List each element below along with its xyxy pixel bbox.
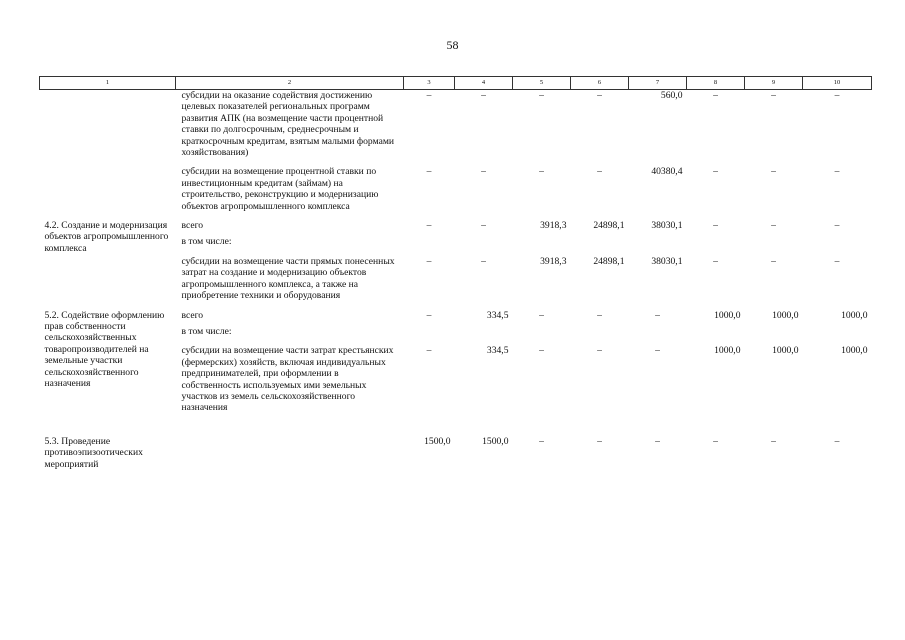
value-cell: – <box>834 220 840 232</box>
measure-description: субсидии на возмещение части затрат крестьянских (фермерских) хозяйств, включая индивидуальных предпринимателей, при оформлении в собственность используемых ими земельных участков из земель сельскохозяйственного назначения <box>181 345 394 414</box>
budget-table <box>39 76 872 470</box>
row-spacer <box>40 414 872 436</box>
value-cell: – <box>834 435 840 447</box>
value-cell: – <box>713 220 718 232</box>
value-cell: 334,5 <box>486 309 509 321</box>
value-cell: 40380,4 <box>651 166 683 178</box>
value-cell: – <box>655 345 660 357</box>
value-cell: 1000,0 <box>841 309 868 321</box>
column-header: 2 <box>176 77 404 90</box>
value-cell: – <box>539 345 544 357</box>
value-cell: – <box>481 220 486 232</box>
value-cell: – <box>426 255 432 267</box>
measure-name <box>40 166 176 212</box>
value-cell: 1000,0 <box>772 345 799 357</box>
value-cell: – <box>539 435 544 447</box>
value-cell: 1000,0 <box>841 345 868 357</box>
column-header: 10 <box>803 77 872 90</box>
measure-name: 5.2. Содействие оформлению прав собственности сельскохозяйственных товаропроизводителей на земельные участки сельскохозяйственного назначения <box>44 309 165 389</box>
column-header: 1 <box>40 77 176 90</box>
value-cell: 334,5 <box>486 345 509 357</box>
value-cell: 24898,1 <box>593 255 625 267</box>
value-cell: – <box>539 90 544 101</box>
value-cell: – <box>539 309 544 321</box>
measure-description: субсидии на возмещение процентной ставки по инвестиционным кредитам (займам) на строительство, реконструкцию и модернизацию объектов агропромышленного комплекса <box>181 166 379 212</box>
column-header: 9 <box>745 77 803 90</box>
value-cell: 38030,1 <box>651 220 683 232</box>
column-header: 5 <box>513 77 571 90</box>
value-cell: – <box>597 435 602 447</box>
value-cell: 24898,1 <box>593 220 625 232</box>
table-row <box>40 90 872 159</box>
column-header: 3 <box>404 77 455 90</box>
measure-description: в том числе: <box>181 325 232 337</box>
measure-description: всего <box>181 220 204 232</box>
value-cell: 1000,0 <box>714 345 741 357</box>
column-header: 6 <box>571 77 629 90</box>
measure-description: субсидии на возмещение части прямых понесенных затрат на создание и модернизацию объектов агропромышленного комплекса, а также на приобретение техники и оборудования <box>181 255 395 302</box>
column-header: 4 <box>455 77 513 90</box>
value-cell: – <box>834 90 840 101</box>
value-cell: – <box>655 435 660 447</box>
value-cell: – <box>771 220 776 232</box>
value-cell: – <box>597 345 602 357</box>
value-cell: – <box>713 166 718 178</box>
row-spacer <box>40 158 872 166</box>
value-cell: 560,0 <box>660 90 683 101</box>
column-header: 8 <box>687 77 745 90</box>
value-cell: – <box>713 435 718 447</box>
measure-description: субсидии на оказание содействия достижению целевых показателей региональных программ развития АПК (на возмещение части процентной ставки по долгосрочным, среднесрочным и краткосрочным кредитам, взятым малыми формами хозяйствования) <box>181 90 395 159</box>
value-cell: – <box>771 90 776 101</box>
value-cell: – <box>426 220 432 232</box>
table-row <box>40 166 872 212</box>
measure-name: 4.2. Создание и модернизация объектов агропромышленного комплекса <box>44 220 169 254</box>
value-cell: 1000,0 <box>772 309 799 321</box>
value-cell: – <box>597 90 602 101</box>
value-cell: 1000,0 <box>714 309 741 321</box>
value-cell: 38030,1 <box>651 255 683 267</box>
measure-description <box>176 436 404 470</box>
value-cell: – <box>426 345 432 357</box>
value-cell: – <box>481 166 486 178</box>
row-spacer <box>40 212 872 220</box>
value-cell: 3918,3 <box>540 255 567 267</box>
value-cell: – <box>481 90 486 101</box>
measure-description: в том числе: <box>181 236 232 248</box>
value-cell: – <box>597 166 602 178</box>
measure-description: всего <box>181 309 204 321</box>
table-row <box>40 436 872 470</box>
value-cell: – <box>426 90 432 101</box>
value-cell: – <box>834 255 840 267</box>
value-cell: – <box>539 166 544 178</box>
measure-name: 5.3. Проведение противоэпизоотических мероприятий <box>44 435 143 470</box>
value-cell: – <box>426 309 432 321</box>
column-number-row <box>40 77 872 90</box>
value-cell: – <box>771 255 776 267</box>
value-cell: – <box>834 166 840 178</box>
value-cell: – <box>713 255 718 267</box>
page-number: 58 <box>446 38 459 52</box>
row-spacer <box>40 302 872 310</box>
column-header: 7 <box>629 77 687 90</box>
value-cell: – <box>713 90 718 101</box>
value-cell: – <box>655 309 660 321</box>
value-cell: 1500,0 <box>482 435 509 447</box>
table-row <box>40 220 872 231</box>
value-cell: – <box>481 255 486 267</box>
value-cell: 1500,0 <box>424 435 451 447</box>
value-cell: – <box>426 166 432 178</box>
value-cell: – <box>771 166 776 178</box>
value-cell: 3918,3 <box>540 220 567 232</box>
value-cell: – <box>771 435 776 447</box>
table-row <box>40 310 872 321</box>
value-cell: – <box>597 309 602 321</box>
measure-name <box>40 90 176 159</box>
